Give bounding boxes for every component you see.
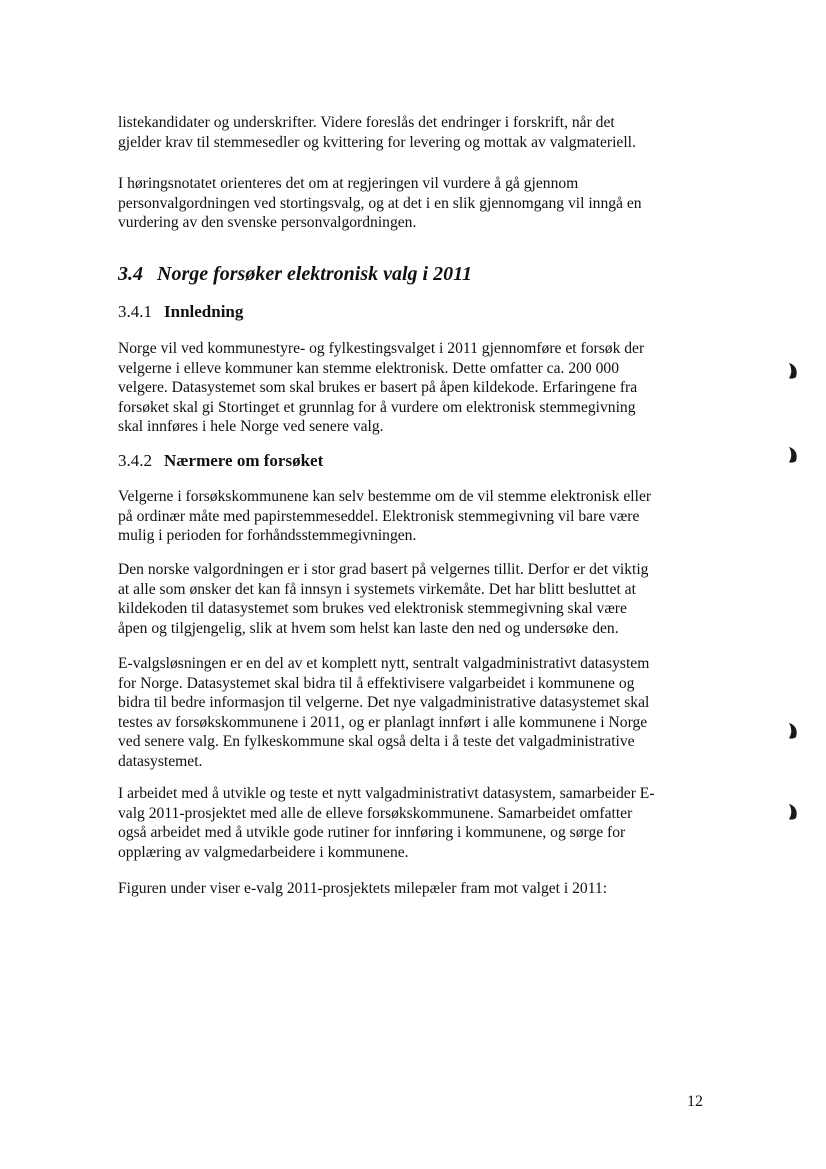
section-title: Norge forsøker elektronisk valg i 2011	[157, 263, 472, 285]
binder-hole-mark	[787, 722, 798, 740]
paragraph-innledning: Norge vil ved kommunestyre- og fylkestingsvalget i 2011 gjennomføre et forsøk der velgerne i elleve kommuner kan stemme elektronisk. Dette omfatter ca. 200 000 velgere. Datasystemet som skal brukes er basert på åpen kildekode. Erfaringene fra forsøket skal gi Stortinget et grunnlag for å vurdere om elektronisk stemmegivning skal innføres i hele Norge ved senere valg.	[118, 340, 645, 436]
paragraph-intro-continuation: listekandidater og underskrifter. Videre foreslås det endringer i forskrift, når det gjelder krav til stemmesedler og kvittering for levering og mottak av valgmateriell.	[118, 114, 636, 151]
page-number: 12	[687, 1093, 703, 1110]
section-number: 3.4	[118, 263, 143, 285]
paragraph-valgordningen: Den norske valgordningen er i stor grad basert på velgernes tillit. Derfor er det viktig at alle som ønsker det kan få innsyn i systemets virkemåte. Det har blitt besluttet at kildekoden til datasystemet som brukes ved elektronisk stemmegivning skal være åpen og tilgjengelig, slik at hvem som helst kan laste den ned og undersøke den.	[118, 561, 649, 637]
subsection-number: 3.4.1	[118, 302, 152, 321]
subsection-title: Nærmere om forsøket	[164, 451, 324, 470]
paragraph-horingsnotat: I høringsnotatet orienteres det om at regjeringen vil vurdere å gå gjennom personvalgordningen ved stortingsvalg, og at det i en slik gjennomgang vil inngå en vurdering av den svenske personvalgordningen.	[118, 175, 642, 232]
section-heading-3-4	[118, 263, 472, 286]
paragraph-velgerne: Velgerne i forsøkskommunene kan selv bestemme om de vil stemme elektronisk eller på ordinær måte med papirstemmeseddel. Elektronisk stemmegivning vil bare være mulig i perioden for forhåndsstemmegivningen.	[118, 488, 652, 545]
binder-hole-mark	[787, 446, 798, 464]
subsection-heading-3-4-2	[118, 451, 323, 471]
paragraph-e-valgslosningen: E-valgsløsningen er en del av et komplett nytt, sentralt valgadministrativt datasystem for Norge. Datasystemet skal bidra til å effektivisere valgarbeidet i kommunene og bidra til bedre informasjon til velgerne. Det nye valgadministrative datasystemet skal testes av forsøkskommunene i 2011, og er planlagt innført i alle kommunene i Norge ved senere valg. En fylkeskommune skal også delta i å teste det valgadministrative datasystemet.	[118, 655, 650, 770]
binder-hole-mark	[787, 362, 798, 380]
paragraph-figuren: Figuren under viser e-valg 2011-prosjektets milepæler fram mot valget i 2011:	[118, 880, 608, 897]
subsection-heading-3-4-1	[118, 302, 243, 322]
paragraph-samarbeid: I arbeidet med å utvikle og teste et nytt valgadministrativt datasystem, samarbeider E- valg 2011-prosjektet med alle de elleve forsøkskommunene. Samarbeidet omfatter også arbeidet med å utvikle gode rutiner for innføring i kommunene, og sørge for opplæring av valgmedarbeidere i kommunene.	[118, 785, 655, 861]
binder-hole-mark	[787, 803, 798, 821]
subsection-title: Innledning	[164, 302, 244, 321]
subsection-number: 3.4.2	[118, 451, 152, 470]
